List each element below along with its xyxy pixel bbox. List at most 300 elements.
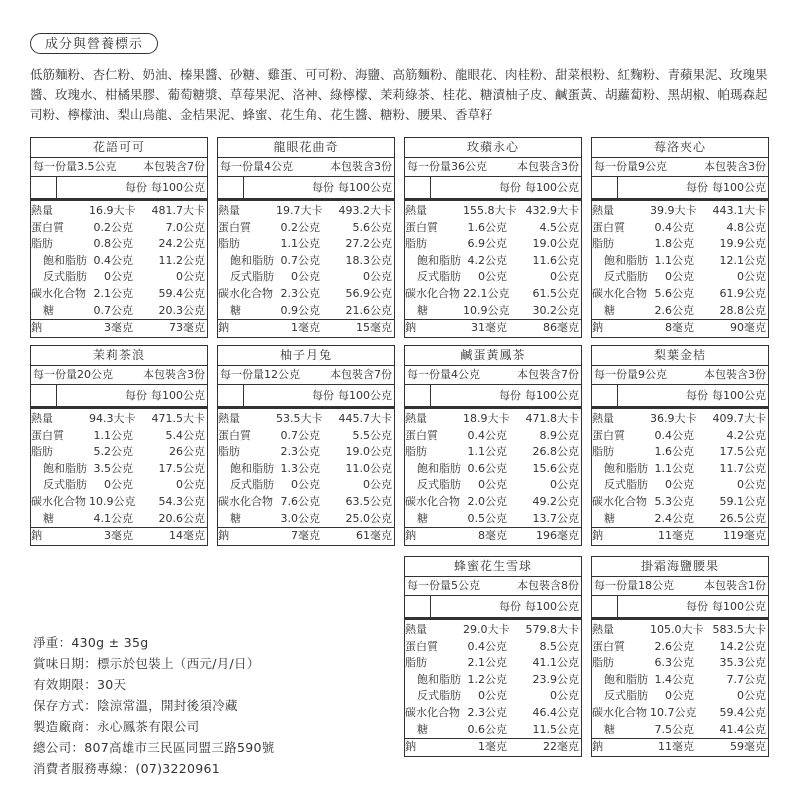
serving-size: 每一份量12公克 xyxy=(220,368,300,381)
nutrient-row xyxy=(592,411,768,428)
per-100g-value: 20.3公克 xyxy=(158,303,205,317)
nutrient-row xyxy=(31,494,207,511)
nutrient-row xyxy=(592,705,768,722)
per-100g-value: 0公克 xyxy=(176,478,205,492)
servings-per-pack: 本包裝含3份 xyxy=(143,368,205,381)
nutrient-row xyxy=(592,220,768,237)
nutrient-label: 蛋白質 xyxy=(592,220,625,234)
per-serving-value: 0.2公克 xyxy=(280,220,320,234)
nutrient-label: 熱量 xyxy=(592,204,614,217)
per-100g-header: 每100公克 xyxy=(338,181,392,194)
nutrient-label: 鈉 xyxy=(218,321,229,335)
nutrient-label: 脂肪 xyxy=(592,237,614,251)
per-100g-header: 每100公克 xyxy=(151,181,205,194)
per-serving-value: 0.6公克 xyxy=(467,722,507,736)
nutrient-label: 飽和脂肪 xyxy=(417,461,461,475)
per-100g-value: 0公克 xyxy=(737,270,766,284)
nutrient-row xyxy=(592,319,768,337)
nutrient-row xyxy=(592,269,768,286)
per-100g-value: 0公克 xyxy=(550,270,579,284)
nutrient-row xyxy=(31,253,207,270)
product-name: 鹹蛋黃鳳茶 xyxy=(405,346,581,366)
nutrient-row xyxy=(592,722,768,739)
nutrient-label: 脂肪 xyxy=(592,656,614,670)
nutrient-label: 反式脂肪 xyxy=(604,270,648,284)
per-100g-value: 17.5公克 xyxy=(158,461,205,475)
per-serving-header: 每份 xyxy=(125,389,147,402)
per-serving-value: 1.2公克 xyxy=(467,672,507,686)
nutrient-label: 熱量 xyxy=(31,412,53,425)
per-100g-header: 每100公克 xyxy=(712,389,766,402)
nutrient-row xyxy=(405,236,581,253)
nutrient-label: 蛋白質 xyxy=(31,428,64,442)
per-100g-header: 每100公克 xyxy=(525,181,579,194)
product-name: 玫蘋永心 xyxy=(405,138,581,158)
per-serving-header: 每份 xyxy=(686,181,708,194)
nutrient-label: 熱量 xyxy=(592,623,614,636)
per-100g-value: 432.9大卡 xyxy=(525,204,579,217)
nutrient-label: 鈉 xyxy=(218,529,229,543)
per-100g-value: 59.4公克 xyxy=(158,286,205,300)
nutrient-row xyxy=(405,303,581,320)
nutrient-label: 糖 xyxy=(604,511,615,525)
per-serving-value: 0.6公克 xyxy=(467,461,507,475)
nutrient-label: 碳水化合物 xyxy=(31,494,86,508)
per-100g-value: 49.2公克 xyxy=(532,494,579,508)
nutrient-row xyxy=(592,286,768,303)
per-serving-value: 2.0公克 xyxy=(467,494,507,508)
nutrient-label: 飽和脂肪 xyxy=(604,672,648,686)
nutrient-row xyxy=(218,461,394,478)
per-serving-value: 2.3公克 xyxy=(467,705,507,719)
nutrient-row xyxy=(405,428,581,445)
per-serving-value: 0公克 xyxy=(665,689,694,703)
nutrient-row xyxy=(405,655,581,672)
nutrient-label: 脂肪 xyxy=(592,445,614,459)
serving-size: 每一份量18公克 xyxy=(594,579,674,592)
per-serving-value: 0公克 xyxy=(291,270,320,284)
nutrition-panel xyxy=(591,556,769,757)
per-serving-value: 0.7公克 xyxy=(93,303,133,317)
serving-size: 每一份量5公克 xyxy=(407,579,480,592)
nutrient-row xyxy=(592,639,768,656)
per-serving-value: 0公克 xyxy=(104,478,133,492)
nutrient-label: 蛋白質 xyxy=(31,220,64,234)
nutrient-row xyxy=(405,622,581,639)
per-100g-value: 22毫克 xyxy=(543,740,579,754)
per-100g-value: 196毫克 xyxy=(536,529,579,543)
nutrient-row xyxy=(218,269,394,286)
nutrition-panel xyxy=(404,345,582,546)
nutrient-label: 糖 xyxy=(417,303,428,317)
nutrient-row xyxy=(405,688,581,705)
per-serving-value: 0公克 xyxy=(478,689,507,703)
per-serving-value: 1毫克 xyxy=(478,740,507,754)
nutrient-row xyxy=(592,494,768,511)
nutrient-row xyxy=(31,444,207,461)
per-serving-value: 2.6公克 xyxy=(654,639,694,653)
nutrient-label: 碳水化合物 xyxy=(405,705,460,719)
nutrient-row xyxy=(218,428,394,445)
per-serving-value: 29.0大卡 xyxy=(463,623,510,636)
per-100g-value: 14.2公克 xyxy=(719,639,766,653)
nutrient-row xyxy=(592,655,768,672)
hotline: 消費者服務專線：(07)3220961 xyxy=(33,761,221,776)
nutrient-row xyxy=(218,303,394,320)
per-100g-value: 24.2公克 xyxy=(158,237,205,251)
nutrient-row xyxy=(31,428,207,445)
nutrient-row xyxy=(405,738,581,756)
per-serving-value: 0.9公克 xyxy=(280,303,320,317)
nutrient-row xyxy=(218,286,394,303)
servings-per-pack: 本包裝含1份 xyxy=(704,579,766,592)
per-100g-header: 每100公克 xyxy=(338,389,392,402)
per-serving-value: 0.5公克 xyxy=(467,511,507,525)
per-serving-value: 1.6公克 xyxy=(654,445,694,459)
per-serving-value: 0.4公克 xyxy=(654,220,694,234)
per-100g-value: 25.0公克 xyxy=(345,511,392,525)
per-serving-value: 1.1公克 xyxy=(467,445,507,459)
per-serving-value: 39.9大卡 xyxy=(650,204,697,217)
per-serving-value: 8毫克 xyxy=(478,529,507,543)
nutrient-label: 鈉 xyxy=(405,321,416,335)
per-100g-value: 59毫克 xyxy=(730,740,766,754)
per-100g-value: 23.9公克 xyxy=(532,672,579,686)
nutrient-label: 熱量 xyxy=(592,412,614,425)
per-100g-value: 61.5公克 xyxy=(532,286,579,300)
per-serving-value: 2.6公克 xyxy=(654,303,694,317)
per-serving-value: 0.4公克 xyxy=(467,639,507,653)
nutrient-label: 反式脂肪 xyxy=(417,478,461,492)
nutrient-row xyxy=(405,494,581,511)
nutrient-row xyxy=(405,411,581,428)
per-100g-value: 0公克 xyxy=(176,270,205,284)
nutrient-row xyxy=(405,639,581,656)
net-weight: 淨重：430g ± 35g xyxy=(33,635,149,650)
per-100g-header: 每100公克 xyxy=(525,389,579,402)
per-serving-value: 0公克 xyxy=(478,478,507,492)
per-100g-value: 19.0公克 xyxy=(532,237,579,251)
per-100g-value: 19.9公克 xyxy=(719,237,766,251)
per-100g-value: 26.8公克 xyxy=(532,445,579,459)
nutrient-row xyxy=(405,477,581,494)
per-serving-value: 1.8公克 xyxy=(654,237,694,251)
product-info xyxy=(33,632,275,779)
nutrient-row xyxy=(592,444,768,461)
per-serving-value: 2.4公克 xyxy=(654,511,694,525)
per-serving-value: 155.8大卡 xyxy=(463,204,517,217)
per-100g-value: 28.8公克 xyxy=(719,303,766,317)
nutrient-label: 碳水化合物 xyxy=(592,494,647,508)
serving-size: 每一份量36公克 xyxy=(407,160,487,173)
nutrient-row xyxy=(592,253,768,270)
product-name: 莓洛夾心 xyxy=(592,138,768,158)
nutrient-label: 反式脂肪 xyxy=(230,478,274,492)
nutrient-row xyxy=(405,286,581,303)
per-serving-value: 3.5公克 xyxy=(93,461,133,475)
per-100g-value: 0公克 xyxy=(550,689,579,703)
nutrient-label: 熱量 xyxy=(405,623,427,636)
servings-per-pack: 本包裝含8份 xyxy=(517,579,579,592)
nutrient-label: 脂肪 xyxy=(31,445,53,459)
nutrient-row xyxy=(592,428,768,445)
per-serving-value: 1.3公克 xyxy=(280,461,320,475)
per-100g-value: 63.5公克 xyxy=(345,494,392,508)
per-serving-value: 19.7大卡 xyxy=(276,204,323,217)
per-serving-value: 11毫克 xyxy=(658,740,694,754)
per-100g-value: 0公克 xyxy=(737,689,766,703)
per-serving-value: 1.1公克 xyxy=(654,461,694,475)
nutrient-row xyxy=(218,203,394,220)
nutrient-row xyxy=(405,220,581,237)
per-serving-header: 每份 xyxy=(499,600,521,613)
nutrient-label: 鈉 xyxy=(31,321,42,335)
per-100g-value: 409.7大卡 xyxy=(712,412,766,425)
nutrient-row xyxy=(405,253,581,270)
per-100g-value: 583.5大卡 xyxy=(712,623,766,636)
product-name: 掛霜海鹽腰果 xyxy=(592,557,768,577)
nutrient-row xyxy=(31,527,207,545)
serving-size: 每一份量4公克 xyxy=(407,368,480,381)
servings-per-pack: 本包裝含3份 xyxy=(704,368,766,381)
servings-per-pack: 本包裝含3份 xyxy=(330,160,392,173)
per-serving-value: 0公克 xyxy=(478,270,507,284)
nutrient-label: 飽和脂肪 xyxy=(43,461,87,475)
per-100g-value: 56.9公克 xyxy=(345,286,392,300)
per-100g-value: 471.8大卡 xyxy=(525,412,579,425)
per-100g-value: 26公克 xyxy=(169,445,205,459)
nutrient-row xyxy=(592,511,768,528)
per-serving-value: 10.7公克 xyxy=(650,705,697,719)
nutrition-panel xyxy=(404,556,582,757)
nutrient-row xyxy=(592,672,768,689)
product-name: 茉莉茶浪 xyxy=(31,346,207,366)
nutrient-label: 蛋白質 xyxy=(405,428,438,442)
per-100g-value: 19.0公克 xyxy=(345,445,392,459)
nutrient-label: 反式脂肪 xyxy=(417,689,461,703)
per-serving-value: 0.4公克 xyxy=(654,428,694,442)
nutrient-label: 糖 xyxy=(43,511,54,525)
per-serving-value: 0.7公克 xyxy=(280,428,320,442)
nutrient-row xyxy=(405,527,581,545)
per-100g-value: 445.7大卡 xyxy=(338,412,392,425)
nutrient-label: 反式脂肪 xyxy=(604,478,648,492)
per-100g-value: 0公克 xyxy=(363,478,392,492)
nutrient-row xyxy=(218,527,394,545)
per-serving-header: 每份 xyxy=(312,389,334,402)
nutrient-row xyxy=(592,527,768,545)
per-serving-value: 11毫克 xyxy=(658,529,694,543)
per-serving-value: 10.9公克 xyxy=(89,494,136,508)
nutrient-row xyxy=(218,220,394,237)
nutrient-row xyxy=(592,303,768,320)
nutrient-row xyxy=(31,203,207,220)
serving-size: 每一份量20公克 xyxy=(33,368,113,381)
nutrient-row xyxy=(218,444,394,461)
nutrient-row xyxy=(592,203,768,220)
nutrient-row xyxy=(218,511,394,528)
per-serving-value: 22.1公克 xyxy=(463,286,510,300)
per-100g-value: 7.0公克 xyxy=(165,220,205,234)
servings-per-pack: 本包裝含7份 xyxy=(143,160,205,173)
manufacturer: 製造廠商：永心鳳茶有限公司 xyxy=(33,719,200,734)
per-serving-value: 2.1公克 xyxy=(467,656,507,670)
per-100g-value: 4.8公克 xyxy=(726,220,766,234)
nutrient-label: 熱量 xyxy=(218,412,240,425)
per-100g-value: 15毫克 xyxy=(356,321,392,335)
per-100g-value: 30.2公克 xyxy=(532,303,579,317)
per-serving-value: 0公克 xyxy=(291,478,320,492)
per-100g-value: 15.6公克 xyxy=(532,461,579,475)
per-100g-value: 5.4公克 xyxy=(165,428,205,442)
per-serving-value: 5.2公克 xyxy=(93,445,133,459)
nutrient-label: 飽和脂肪 xyxy=(230,461,274,475)
per-serving-value: 18.9大卡 xyxy=(463,412,510,425)
per-100g-value: 0公克 xyxy=(737,478,766,492)
nutrient-label: 鈉 xyxy=(405,529,416,543)
nutrient-label: 碳水化合物 xyxy=(405,286,460,300)
nutrient-label: 鈉 xyxy=(592,740,603,754)
nutrient-row xyxy=(592,477,768,494)
per-serving-value: 5.3公克 xyxy=(654,494,694,508)
per-serving-value: 6.9公克 xyxy=(467,237,507,251)
nutrient-row xyxy=(31,477,207,494)
serving-size: 每一份量9公克 xyxy=(594,368,667,381)
nutrition-panel xyxy=(217,345,395,546)
nutrient-label: 飽和脂肪 xyxy=(417,672,461,686)
per-100g-value: 59.1公克 xyxy=(719,494,766,508)
per-100g-value: 41.1公克 xyxy=(532,656,579,670)
serving-size: 每一份量3.5公克 xyxy=(33,160,117,173)
nutrient-row xyxy=(405,269,581,286)
per-100g-value: 7.7公克 xyxy=(726,672,766,686)
per-serving-value: 0.4公克 xyxy=(467,428,507,442)
per-100g-value: 471.5大卡 xyxy=(151,412,205,425)
per-serving-value: 1.1公克 xyxy=(93,428,133,442)
nutrient-label: 糖 xyxy=(604,303,615,317)
per-100g-value: 481.7大卡 xyxy=(151,204,205,217)
per-serving-value: 16.9大卡 xyxy=(89,204,136,217)
product-name: 花語可可 xyxy=(31,138,207,158)
servings-per-pack: 本包裝含7份 xyxy=(517,368,579,381)
per-serving-header: 每份 xyxy=(686,600,708,613)
nutrient-label: 飽和脂肪 xyxy=(230,253,274,267)
per-100g-value: 13.7公克 xyxy=(532,511,579,525)
per-100g-value: 86毫克 xyxy=(543,321,579,335)
head-office: 總公司：807高雄市三民區同盟三路590號 xyxy=(33,740,275,755)
nutrient-row xyxy=(218,494,394,511)
nutrient-label: 蛋白質 xyxy=(405,220,438,234)
per-serving-header: 每份 xyxy=(499,389,521,402)
nutrition-panel xyxy=(30,345,208,546)
nutrient-label: 熱量 xyxy=(218,204,240,217)
nutrient-row xyxy=(31,461,207,478)
nutrient-row xyxy=(592,622,768,639)
per-100g-value: 493.2大卡 xyxy=(338,204,392,217)
per-serving-value: 7.6公克 xyxy=(280,494,320,508)
nutrient-row xyxy=(31,511,207,528)
per-serving-value: 2.1公克 xyxy=(93,286,133,300)
product-name: 柚子月兔 xyxy=(218,346,394,366)
nutrient-label: 碳水化合物 xyxy=(592,286,647,300)
per-100g-value: 46.4公克 xyxy=(532,705,579,719)
per-serving-value: 4.1公克 xyxy=(93,511,133,525)
product-name: 蜂蜜花生雪球 xyxy=(405,557,581,577)
nutrient-label: 反式脂肪 xyxy=(43,478,87,492)
per-serving-header: 每份 xyxy=(686,389,708,402)
per-100g-value: 21.6公克 xyxy=(345,303,392,317)
per-serving-value: 105.0大卡 xyxy=(650,623,704,636)
nutrient-label: 反式脂肪 xyxy=(417,270,461,284)
per-100g-value: 73毫克 xyxy=(169,321,205,335)
nutrient-label: 鈉 xyxy=(31,529,42,543)
per-100g-value: 11.2公克 xyxy=(158,253,205,267)
per-100g-value: 4.2公克 xyxy=(726,428,766,442)
nutrient-label: 蛋白質 xyxy=(218,428,251,442)
nutrient-label: 糖 xyxy=(604,722,615,736)
per-100g-value: 20.6公克 xyxy=(158,511,205,525)
nutrient-label: 反式脂肪 xyxy=(230,270,274,284)
nutrient-label: 蛋白質 xyxy=(592,639,625,653)
per-100g-value: 8.9公克 xyxy=(539,428,579,442)
ingredients-list: 低筋麵粉、杏仁粉、奶油、榛果醬、砂糖、雞蛋、可可粉、海鹽、高筋麵粉、龍眼花、肉桂粉、甜菜根粉、紅麴粉、青蘋果泥、玫瑰果醬、玫瑰水、柑橘果膠、葡萄糖漿、草莓果泥、洛神、綠檸檬、茉莉綠茶、桂花、糖漬柚子皮、鹹蛋黃、胡蘿蔔粉、黑胡椒、帕瑪森起司粉、檸檬油、梨山烏龍、金桔果泥、蜂蜜、花生角、花生醬、糖粉、腰果、香草籽 xyxy=(30,67,768,122)
per-serving-value: 3毫克 xyxy=(104,529,133,543)
per-serving-value: 6.3公克 xyxy=(654,656,694,670)
nutrient-row xyxy=(405,444,581,461)
nutrient-label: 糖 xyxy=(230,511,241,525)
per-serving-value: 0.4公克 xyxy=(93,253,133,267)
nutrient-label: 飽和脂肪 xyxy=(604,461,648,475)
nutrient-row xyxy=(592,688,768,705)
per-serving-value: 0公克 xyxy=(665,270,694,284)
per-serving-value: 8毫克 xyxy=(665,321,694,335)
nutrient-row xyxy=(31,236,207,253)
per-100g-value: 11.0公克 xyxy=(345,461,392,475)
per-100g-value: 119毫克 xyxy=(723,529,766,543)
per-100g-value: 5.5公克 xyxy=(352,428,392,442)
per-100g-value: 11.7公克 xyxy=(719,461,766,475)
per-serving-value: 0公克 xyxy=(104,270,133,284)
nutrient-row xyxy=(405,672,581,689)
nutrient-label: 鈉 xyxy=(592,321,603,335)
per-100g-value: 12.1公克 xyxy=(719,253,766,267)
per-100g-value: 59.4公克 xyxy=(719,705,766,719)
nutrient-row xyxy=(592,236,768,253)
nutrient-row xyxy=(405,461,581,478)
per-serving-value: 0公克 xyxy=(665,478,694,492)
per-100g-value: 0公克 xyxy=(550,478,579,492)
nutrient-label: 糖 xyxy=(417,722,428,736)
nutrition-panel xyxy=(30,137,208,338)
per-serving-header: 每份 xyxy=(312,181,334,194)
per-serving-value: 94.3大卡 xyxy=(89,412,136,425)
nutrition-panel xyxy=(591,345,769,546)
nutrient-label: 鈉 xyxy=(405,740,416,754)
per-serving-value: 10.9公克 xyxy=(463,303,510,317)
per-100g-header: 每100公克 xyxy=(525,600,579,613)
nutrient-row xyxy=(31,286,207,303)
shelf-life: 有效期限：30天 xyxy=(33,677,127,692)
per-serving-value: 3.0公克 xyxy=(280,511,320,525)
per-serving-value: 1.1公克 xyxy=(654,253,694,267)
nutrient-row xyxy=(405,319,581,337)
per-serving-value: 7.5公克 xyxy=(654,722,694,736)
per-serving-value: 31毫克 xyxy=(471,321,507,335)
per-100g-value: 8.5公克 xyxy=(539,639,579,653)
nutrient-row xyxy=(218,477,394,494)
per-100g-header: 每100公克 xyxy=(712,600,766,613)
nutrient-label: 熱量 xyxy=(31,204,53,217)
